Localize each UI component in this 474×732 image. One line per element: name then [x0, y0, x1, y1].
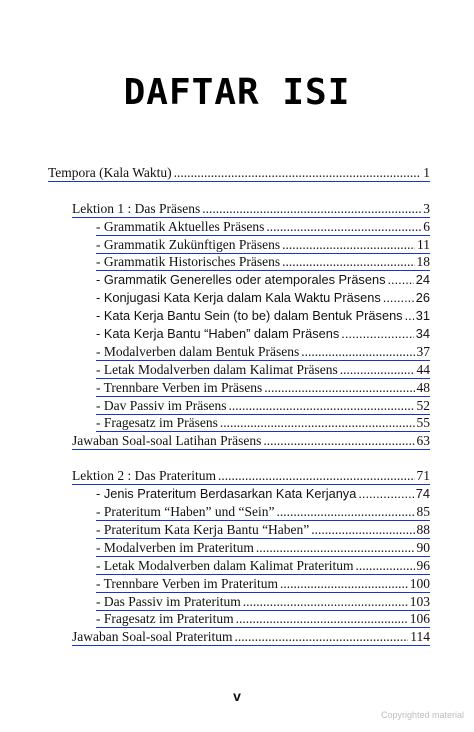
- toc-entry-lektion-1[interactable]: [72, 200, 430, 218]
- dot-leader: [341, 326, 413, 342]
- dot-leader: [266, 219, 421, 235]
- toc-entry-page: 88: [416, 522, 430, 537]
- dot-leader: [301, 344, 414, 360]
- dot-leader: [387, 272, 413, 288]
- toc-entry-page: 55: [416, 415, 430, 430]
- dot-leader: [218, 468, 415, 484]
- toc-entry-page: 96: [416, 558, 430, 573]
- toc-entry[interactable]: [96, 218, 430, 236]
- page-title: DAFTAR ISI: [123, 72, 351, 113]
- toc-entry-label: - Modalverben im Prateritum: [96, 540, 254, 555]
- dot-leader: [174, 165, 422, 181]
- toc-entry[interactable]: [96, 485, 430, 502]
- toc-entry-page: 1: [423, 165, 430, 180]
- toc-entry-label: - Grammatik Aktuelles Präsens: [96, 219, 265, 234]
- toc-entry-page: 103: [409, 594, 430, 609]
- toc-entry-label: - Fragesatz im Prateritum: [96, 611, 234, 626]
- dot-leader: [220, 415, 415, 431]
- toc-entry-page: 48: [416, 380, 430, 395]
- toc-entry-label: - Prateritum Kata Kerja Bantu “Haben”: [96, 522, 310, 537]
- toc-entry[interactable]: [96, 325, 430, 342]
- toc-entry[interactable]: [96, 593, 430, 611]
- dot-leader: [234, 629, 408, 645]
- toc-entry[interactable]: [96, 539, 430, 557]
- copyright-watermark: Copyrighted material: [380, 710, 464, 720]
- dot-leader: [202, 201, 421, 217]
- toc-entry[interactable]: [96, 253, 430, 271]
- toc-entry-page: 11: [417, 237, 430, 252]
- toc-entry-label: Lektion 1 : Das Präsens: [72, 201, 201, 216]
- toc-entry-page: 24: [415, 272, 430, 287]
- toc-entry[interactable]: [96, 414, 430, 432]
- toc-entry-label: Lektion 2 : Das Prateritum: [72, 468, 216, 483]
- toc-entry-tempora[interactable]: [48, 164, 430, 182]
- toc-entry-label: Jawaban Soal-soal Prateritum: [72, 629, 233, 644]
- toc-entry-page: 3: [423, 201, 430, 216]
- toc-entry-label: Tempora (Kala Waktu): [48, 165, 172, 180]
- dot-leader: [229, 398, 415, 414]
- toc-entry[interactable]: [96, 379, 430, 397]
- toc-entry-label: - Grammatik Generelles oder atemporales Präsens: [96, 272, 386, 287]
- toc-entry-page: 74: [415, 486, 430, 501]
- toc-entry-label: - Dav Passiv im Präsens: [96, 398, 227, 413]
- dot-leader: [311, 522, 414, 538]
- toc-entry-label: Jawaban Soal-soal Latihan Präsens: [72, 433, 262, 448]
- toc-entry-page: 71: [416, 468, 430, 483]
- toc-entry[interactable]: [96, 503, 430, 521]
- toc-entry[interactable]: [96, 397, 430, 415]
- toc-entry[interactable]: [96, 307, 430, 324]
- dot-leader: [256, 540, 415, 556]
- toc-entry-page: 31: [415, 308, 430, 323]
- toc-entry-label: - Prateritum “Haben” und “Sein”: [96, 504, 275, 519]
- toc-entry-label: - Grammatik Zukünftigen Präsens: [96, 237, 281, 252]
- dot-leader: [276, 504, 414, 520]
- toc-entry-label: - Modalverben dalam Bentuk Präsens: [96, 344, 300, 359]
- toc-entry-page: 90: [416, 540, 430, 555]
- dot-leader: [263, 433, 414, 449]
- toc-entry-label: - Letak Modalverben dalam Kalimat Präsens: [96, 362, 338, 377]
- dot-leader: [358, 486, 413, 502]
- page-number: v: [233, 688, 241, 704]
- toc-entry-label: - Das Passiv im Prateritum: [96, 594, 241, 609]
- toc-entry-page: 114: [410, 629, 430, 644]
- dot-leader: [356, 558, 415, 574]
- toc-entry-page: 34: [415, 326, 430, 341]
- toc-entry-label: - Trennbare Verben im Prateritum: [96, 576, 278, 591]
- toc-entry-page: 85: [416, 504, 430, 519]
- toc-entry-page: 44: [416, 362, 430, 377]
- toc-entry-page: 6: [423, 219, 430, 234]
- toc-entry[interactable]: [96, 557, 430, 575]
- dot-leader: [340, 362, 415, 378]
- dot-leader: [282, 237, 415, 253]
- toc-entry-jawaban-praesens[interactable]: [72, 432, 430, 450]
- toc-entry-jawaban-prateritum[interactable]: [72, 628, 430, 646]
- toc-entry-label: - Konjugasi Kata Kerja dalam Kala Waktu Präsens: [96, 290, 381, 305]
- toc-entry[interactable]: [96, 236, 430, 254]
- toc-entry-page: 26: [415, 290, 430, 305]
- toc-entry[interactable]: [96, 271, 430, 288]
- toc-entry-label: - Letak Modalverben dalam Kalimat Prateritum: [96, 558, 354, 573]
- dot-leader: [405, 308, 414, 324]
- toc-entry[interactable]: [96, 521, 430, 539]
- dot-leader: [282, 254, 414, 270]
- toc-entry-page: 18: [416, 254, 430, 269]
- toc-entry-label: - Kata Kerja Bantu “Haben” dalam Präsens: [96, 326, 340, 341]
- dot-leader: [236, 611, 408, 627]
- toc-entry-lektion-2[interactable]: [72, 467, 430, 485]
- toc-entry-page: 52: [416, 398, 430, 413]
- toc-entry[interactable]: [96, 289, 430, 306]
- dot-leader: [264, 380, 414, 396]
- toc-entry-label: - Jenis Prateritum Berdasarkan Kata Kerjanya: [96, 486, 357, 501]
- toc-entry-page: 63: [416, 433, 430, 448]
- toc-entry-label: - Kata Kerja Bantu Sein (to be) dalam Bentuk Präsens: [96, 308, 403, 323]
- dot-leader: [243, 594, 408, 610]
- toc-entry-page: 37: [416, 344, 430, 359]
- toc-entry-page: 106: [409, 611, 430, 626]
- toc-entry-label: - Trennbare Verben im Präsens: [96, 380, 263, 395]
- toc-entry[interactable]: [96, 361, 430, 379]
- toc-entry[interactable]: [96, 343, 430, 361]
- toc-entry[interactable]: [96, 610, 430, 628]
- dot-leader: [383, 290, 414, 306]
- toc-entry-page: 100: [409, 576, 430, 591]
- toc-entry[interactable]: [96, 575, 430, 593]
- toc-entry-label: - Fragesatz im Präsens: [96, 415, 218, 430]
- dot-leader: [280, 576, 408, 592]
- toc-entry-label: - Grammatik Historisches Präsens: [96, 254, 281, 269]
